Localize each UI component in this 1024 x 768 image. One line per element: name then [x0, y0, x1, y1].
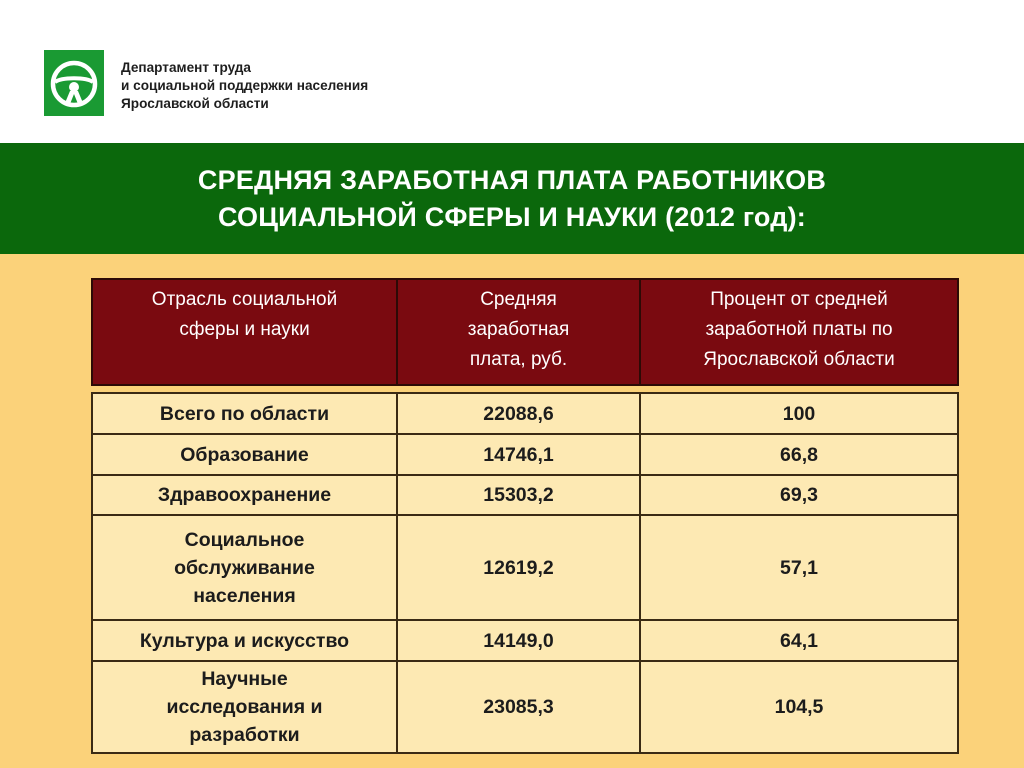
header-row: [92, 279, 958, 385]
sector-line: Здравоохранение: [157, 484, 332, 506]
header-salary-line: заработная: [467, 319, 570, 340]
sector-cell: [92, 661, 397, 753]
percent-cell: 57,1: [640, 515, 958, 620]
percent-cell: 104,5: [640, 661, 958, 753]
header-cell-percent: [640, 279, 958, 385]
sector-cell: [92, 515, 397, 620]
percent-cell: 64,1: [640, 620, 958, 661]
sector-line: Научные: [201, 668, 288, 690]
table-row: [92, 434, 958, 475]
logo: [44, 50, 104, 116]
header-salary-line: Средняя: [480, 289, 557, 310]
sector-cell: [92, 434, 397, 475]
header-percent-line: Ярославской области: [703, 349, 895, 370]
header-cell-salary: [397, 279, 640, 385]
header-area: [0, 0, 1024, 143]
sector-line: Культура и искусство: [139, 629, 350, 652]
percent-cell: 69,3: [640, 475, 958, 515]
sector-line: населения: [193, 584, 296, 607]
percent-cell: 66,8: [640, 434, 958, 475]
title-line-1: СРЕДНЯЯ ЗАРАБОТНАЯ ПЛАТА РАБОТНИКОВ: [197, 164, 827, 195]
salary-cell: 14149,0: [397, 620, 640, 661]
salary-cell: 22088,6: [397, 393, 640, 434]
sector-cell: [92, 393, 397, 434]
sector-line: разработки: [189, 724, 300, 746]
table-row: [92, 475, 958, 515]
header-salary-line: плата, руб.: [469, 349, 568, 370]
sector-cell: [92, 475, 397, 515]
table-row: [92, 620, 958, 661]
table-row: [92, 393, 958, 434]
header-cell-sector: [92, 279, 397, 385]
percent-cell: 100: [640, 393, 958, 434]
steering-wheel-emblem-icon: [44, 50, 104, 116]
org-line-3: Ярославской области: [121, 96, 269, 111]
salary-cell: 12619,2: [397, 515, 640, 620]
table-row: [92, 515, 958, 620]
header-sector-line: Отрасль социальной: [151, 289, 338, 310]
header-sector-line: сферы и науки: [179, 319, 310, 340]
table-header: [91, 278, 959, 386]
salary-cell: 15303,2: [397, 475, 640, 515]
sector-line: Социальное: [184, 528, 305, 551]
table-row: [92, 661, 958, 753]
org-line-2: и социальной поддержки населения: [121, 78, 369, 93]
salary-table: [91, 392, 959, 754]
sector-line: обслуживание: [174, 556, 315, 579]
header-percent-line: Процент от средней: [710, 289, 888, 310]
organization-name: [121, 59, 368, 113]
sector-line: Образование: [180, 443, 309, 466]
org-line-1: Департамент труда: [121, 60, 251, 75]
header-percent-line: заработной платы по: [705, 319, 893, 340]
sector-cell: [92, 620, 397, 661]
salary-cell: 14746,1: [397, 434, 640, 475]
sector-line: Всего по области: [159, 402, 330, 425]
title-line-2: СОЦИАЛЬНОЙ СФЕРЫ И НАУКИ (2012 год):: [217, 201, 806, 232]
salary-cell: 23085,3: [397, 661, 640, 753]
title-banner: [0, 143, 1024, 254]
sector-line: исследования и: [166, 696, 323, 718]
